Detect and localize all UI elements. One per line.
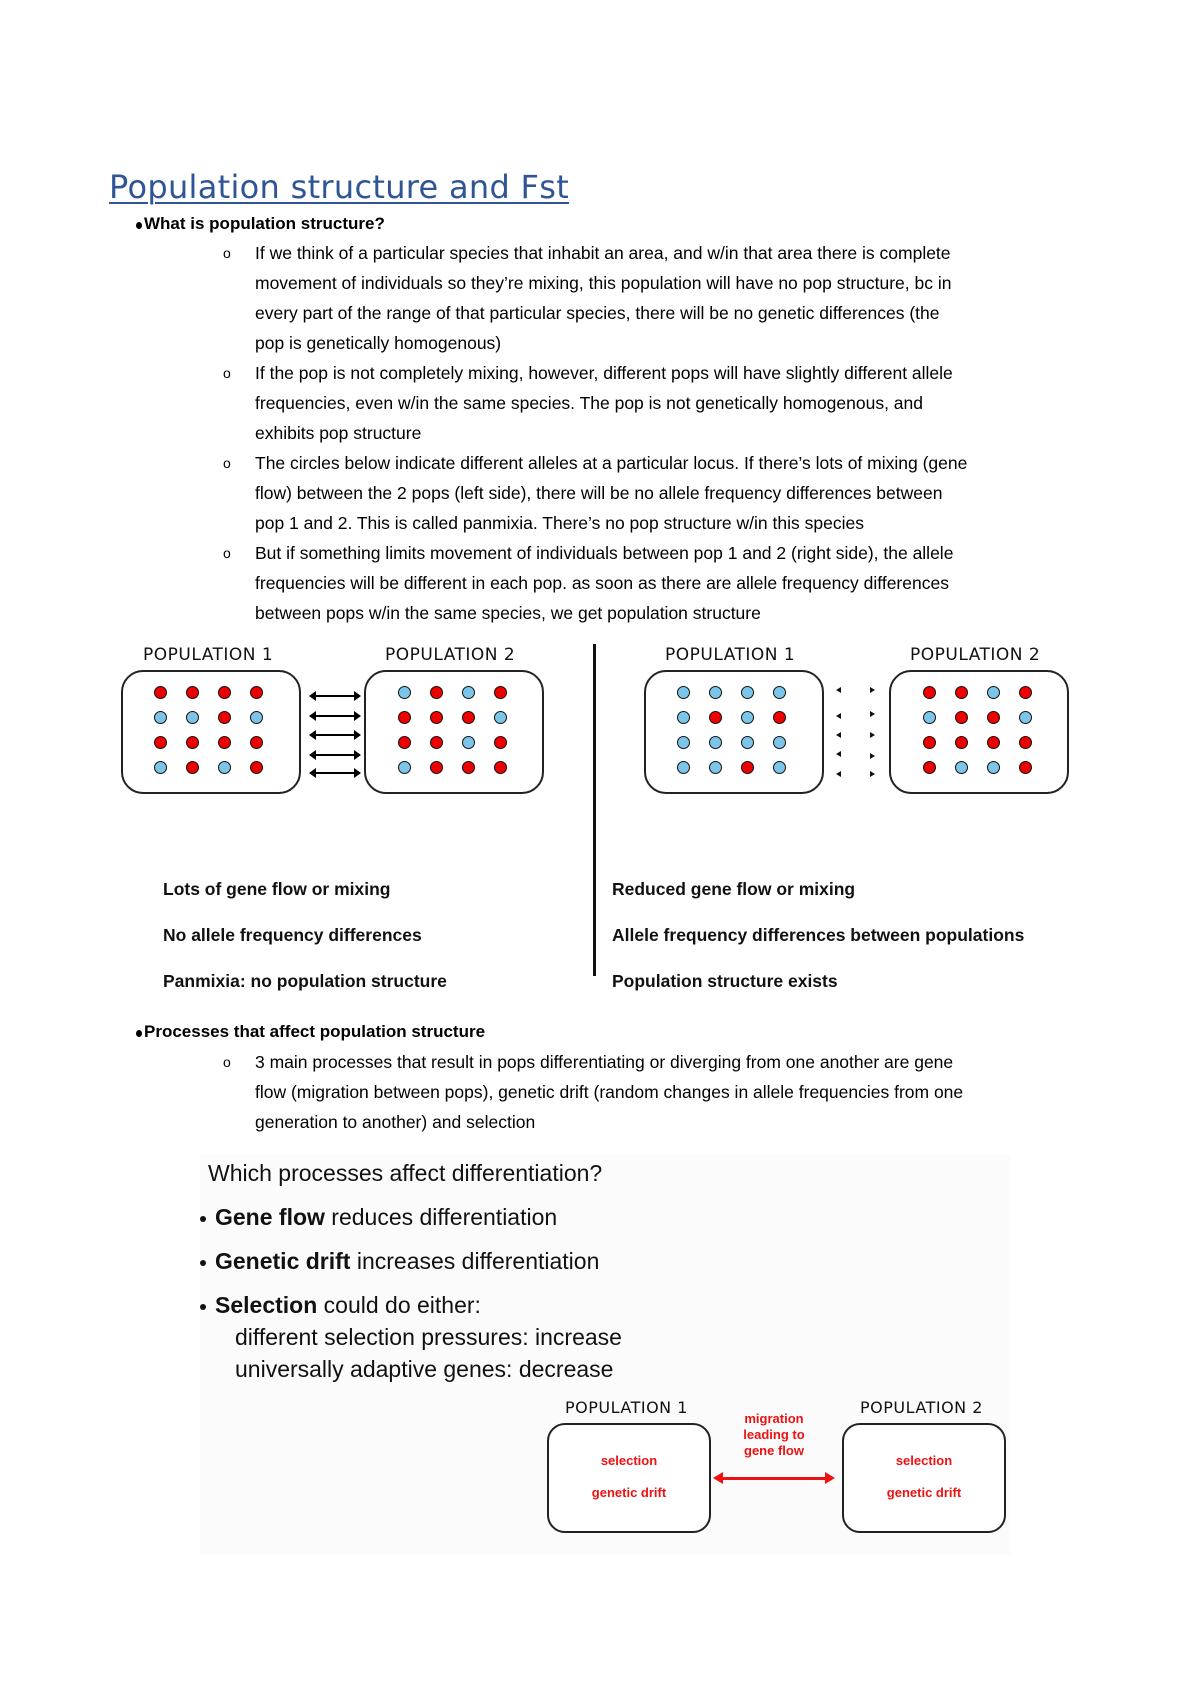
population-2-label: POPULATION 2 (385, 645, 516, 665)
line: The circles below indicate different alleles at a particular locus. If there’s lots of mixing (gene (255, 453, 968, 473)
population-2-box (842, 1423, 1006, 1533)
blue-allele-dot (154, 761, 167, 774)
bullet-bold: Selection (215, 1292, 318, 1318)
blue-allele-dot (923, 711, 936, 724)
list-item (223, 1047, 1095, 1137)
red-allele-dot (923, 761, 936, 774)
line: movement of individuals so they’re mixing, this population will have no pop structure, bc in (255, 273, 952, 293)
blue-allele-dot (218, 761, 231, 774)
blue-allele-dot (709, 686, 722, 699)
red-allele-dot (494, 686, 507, 699)
red-allele-dot (494, 736, 507, 749)
section-heading-text: Processes that affect population structure (144, 1022, 486, 1041)
double-arrow-icon (315, 695, 355, 697)
page-title: Population structure and Fst (109, 168, 570, 206)
bullet-icon (200, 1260, 206, 1266)
population-1-label: POPULATION 1 (665, 645, 796, 665)
double-arrow-icon (315, 772, 355, 774)
blue-allele-dot (186, 711, 199, 724)
caption-left: Lots of gene flow or mixing (163, 879, 391, 899)
list-item (223, 238, 1095, 358)
red-allele-dot (987, 736, 1000, 749)
arrowhead-left-icon (836, 771, 841, 777)
slide-bullet (215, 1204, 557, 1231)
red-allele-dot (462, 711, 475, 724)
red-allele-dot (186, 736, 199, 749)
arrowhead-right-icon (870, 732, 875, 738)
bullet-icon (200, 1304, 206, 1310)
double-arrow-icon (315, 754, 355, 756)
allele-grid (398, 686, 508, 775)
red-allele-dot (398, 736, 411, 749)
arrowhead-left-icon (836, 687, 841, 693)
red-allele-dot (741, 761, 754, 774)
population-2-label: POPULATION 2 (910, 645, 1041, 665)
allele-grid (923, 686, 1033, 775)
population-1-label: POPULATION 1 (565, 1398, 688, 1417)
selection-label: selection (600, 1453, 658, 1468)
genetic-drift-label: genetic drift (886, 1485, 962, 1500)
blue-allele-dot (955, 761, 968, 774)
arrowhead-left-icon (836, 751, 841, 757)
caption-right: Reduced gene flow or mixing (612, 879, 856, 899)
slide-bullet (215, 1292, 481, 1319)
line: leading to (743, 1427, 805, 1442)
blue-allele-dot (154, 711, 167, 724)
arrowhead-right-icon (870, 771, 875, 777)
hollow-bullet-icon: o (223, 455, 231, 471)
blue-allele-dot (741, 711, 754, 724)
red-allele-dot (955, 686, 968, 699)
red-allele-dot (154, 686, 167, 699)
blue-allele-dot (250, 711, 263, 724)
double-arrow-icon (315, 715, 355, 717)
red-allele-dot (430, 711, 443, 724)
slide-bullet (215, 1248, 599, 1275)
population-2-box (889, 670, 1069, 794)
blue-allele-dot (773, 686, 786, 699)
blue-allele-dot (987, 761, 1000, 774)
blue-allele-dot (462, 736, 475, 749)
slide-continuation: universally adaptive genes: decrease (235, 1356, 614, 1382)
line: frequencies, even w/in the same species. The pop is not genetically homogenous, and (255, 393, 924, 413)
blue-allele-dot (773, 736, 786, 749)
line: If the pop is not completely mixing, however, different pops will have slightly different allele (255, 363, 953, 383)
red-allele-dot (1019, 761, 1032, 774)
red-allele-dot (1019, 736, 1032, 749)
blue-allele-dot (741, 686, 754, 699)
line: But if something limits movement of individuals between pop 1 and 2 (right side), the allele (255, 543, 954, 563)
bullet-bold: Gene flow (215, 1204, 325, 1230)
bullet-bold: Genetic drift (215, 1248, 351, 1274)
migration-label (724, 1411, 824, 1459)
blue-allele-dot (741, 736, 754, 749)
line: If we think of a particular species that inhabit an area, and w/in that area there is complete (255, 243, 951, 263)
allele-grid (677, 686, 787, 775)
red-allele-dot (955, 736, 968, 749)
blue-allele-dot (677, 686, 690, 699)
line: pop is genetically homogenous) (255, 333, 502, 353)
hollow-bullet-icon: o (223, 545, 231, 561)
line: every part of the range of that particular species, there will be no genetic differences (the (255, 303, 940, 323)
line: frequencies will be different in each pop. as soon as there are allele frequency differences (255, 573, 949, 593)
allele-grid (154, 686, 264, 775)
red-allele-dot (430, 736, 443, 749)
section-heading-text: What is population structure? (144, 214, 385, 233)
bullet-rest: increases differentiation (350, 1248, 600, 1274)
blue-allele-dot (677, 711, 690, 724)
red-allele-dot (955, 711, 968, 724)
blue-allele-dot (987, 686, 1000, 699)
red-allele-dot (218, 711, 231, 724)
red-allele-dot (987, 711, 1000, 724)
population-1-box (644, 670, 824, 794)
population-2-label: POPULATION 2 (860, 1398, 983, 1417)
selection-label: selection (895, 1453, 953, 1468)
caption-right: Population structure exists (612, 971, 838, 991)
line: migration (744, 1411, 804, 1426)
list-item (223, 448, 1095, 538)
line: exhibits pop structure (255, 423, 422, 443)
blue-allele-dot (462, 686, 475, 699)
bullet-icon (136, 222, 142, 229)
section-heading-processes (144, 1022, 485, 1042)
migration-double-arrow-icon (722, 1477, 826, 1480)
red-allele-dot (398, 711, 411, 724)
line: generation to another) and selection (255, 1112, 536, 1132)
slide-title: Which processes affect differentiation? (208, 1160, 603, 1186)
blue-allele-dot (398, 686, 411, 699)
caption-right: Allele frequency differences between populations (612, 925, 1025, 945)
blue-allele-dot (1019, 711, 1032, 724)
caption-left: No allele frequency differences (163, 925, 422, 945)
bullet-rest: reduces differentiation (324, 1204, 558, 1230)
line: flow (migration between pops), genetic drift (random changes in allele frequencies from one (255, 1082, 964, 1102)
red-allele-dot (186, 761, 199, 774)
blue-allele-dot (773, 761, 786, 774)
hollow-bullet-icon: o (223, 1054, 231, 1070)
line: 3 main processes that result in pops differentiating or diverging from one another are gene (255, 1052, 954, 1072)
double-arrow-icon (315, 734, 355, 736)
hollow-bullet-icon: o (223, 245, 231, 261)
arrowhead-left-icon (836, 713, 841, 719)
arrowhead-right-icon (870, 687, 875, 693)
arrowhead-right-icon (870, 753, 875, 759)
bullet-icon (136, 1030, 142, 1037)
section-heading-population-structure (144, 214, 385, 234)
blue-allele-dot (398, 761, 411, 774)
arrowhead-left-icon (836, 732, 841, 738)
bullet-icon (200, 1216, 206, 1222)
red-allele-dot (462, 761, 475, 774)
red-allele-dot (773, 711, 786, 724)
blue-allele-dot (677, 736, 690, 749)
population-1-box (547, 1423, 711, 1533)
slide-continuation: different selection pressures: increase (235, 1324, 622, 1350)
red-allele-dot (709, 711, 722, 724)
divider-line (593, 644, 596, 976)
red-allele-dot (154, 736, 167, 749)
genetic-drift-label: genetic drift (591, 1485, 667, 1500)
red-allele-dot (250, 686, 263, 699)
red-allele-dot (218, 736, 231, 749)
population-1-label: POPULATION 1 (143, 645, 274, 665)
blue-allele-dot (709, 761, 722, 774)
red-allele-dot (250, 761, 263, 774)
red-allele-dot (430, 686, 443, 699)
blue-allele-dot (677, 761, 690, 774)
population-1-box (121, 670, 301, 794)
red-allele-dot (250, 736, 263, 749)
line: gene flow (744, 1443, 804, 1458)
blue-allele-dot (494, 711, 507, 724)
bullet-rest: could do either: (317, 1292, 481, 1318)
list-item (223, 538, 1095, 628)
arrowhead-right-icon (870, 711, 875, 717)
line: flow) between the 2 pops (left side), there will be no allele frequency differences between (255, 483, 943, 503)
hollow-bullet-icon: o (223, 365, 231, 381)
red-allele-dot (430, 761, 443, 774)
red-allele-dot (186, 686, 199, 699)
line: pop 1 and 2. This is called panmixia. There’s no pop structure w/in this species (255, 513, 864, 533)
caption-left: Panmixia: no population structure (163, 971, 447, 991)
list-item (223, 358, 1095, 448)
population-2-box (364, 670, 544, 794)
red-allele-dot (923, 686, 936, 699)
blue-allele-dot (709, 736, 722, 749)
red-allele-dot (923, 736, 936, 749)
red-allele-dot (1019, 686, 1032, 699)
line: between pops w/in the same species, we get population structure (255, 603, 761, 623)
red-allele-dot (218, 686, 231, 699)
red-allele-dot (494, 761, 507, 774)
